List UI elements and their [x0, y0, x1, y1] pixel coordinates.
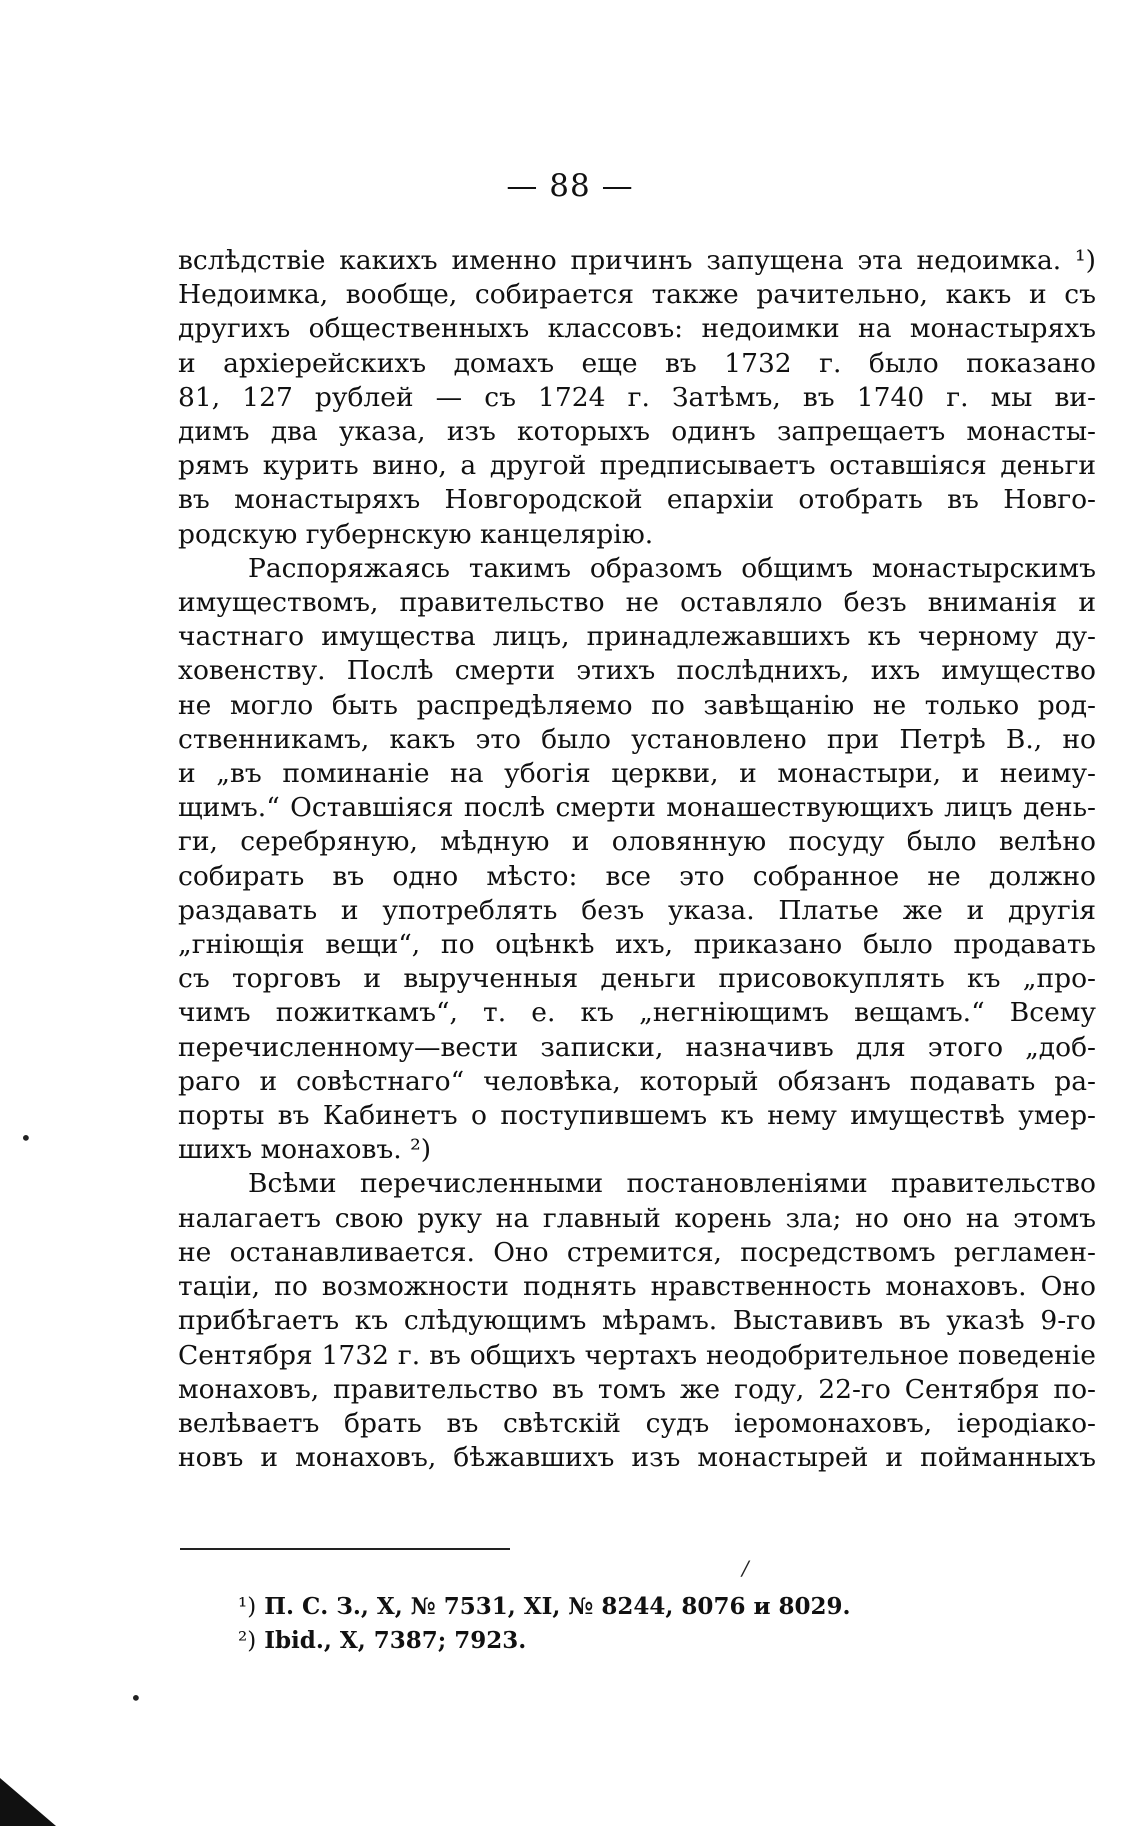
- text-line: „гніющія вещи“, по оцѣнкѣ ихъ, приказано было продавать: [178, 929, 1096, 961]
- text-line: таціи, по возможности поднять нравственность монаховъ. Оно: [178, 1271, 1096, 1303]
- footnote-divider: [180, 1548, 510, 1550]
- text-line: въ монастыряхъ Новгородской епархіи отобрать въ Новго-: [178, 484, 1096, 516]
- text-line: съ торговъ и вырученныя деньги присовокуплять къ „про-: [178, 963, 1096, 995]
- text-line: прибѣгаетъ къ слѣдующимъ мѣрамъ. Выставивъ въ указѣ 9-го: [178, 1305, 1096, 1337]
- text-line: велѣваетъ брать въ свѣтскій судъ іеромонаховъ, іеродіако-: [178, 1407, 1096, 1439]
- footnote-text: Ibid., X, 7387; 7923.: [264, 1627, 527, 1654]
- margin-bullet-mark: •: [20, 1126, 32, 1150]
- footnote-1: [238, 1590, 1058, 1624]
- body-text: [178, 244, 1096, 1475]
- text-line: другихъ общественныхъ классовъ: недоимки на монастыряхъ: [178, 313, 1096, 345]
- text-line: имуществомъ, правительство не оставляло безъ вниманія и: [178, 587, 1096, 619]
- page-number: — 88 —: [506, 168, 634, 204]
- text-line: 81, 127 рублей — съ 1724 г. Затѣмъ, въ 1740 г. мы ви-: [178, 381, 1096, 413]
- text-line: не останавливается. Оно стремится, посредствомъ регламен-: [178, 1236, 1096, 1268]
- text-line: частнаго имущества лицъ, принадлежавшихъ къ черному ду-: [178, 621, 1096, 653]
- text-line: шихъ монаховъ. ²): [178, 1134, 432, 1166]
- paragraph-start-line: Всѣми перечисленными постановленіями правительство: [248, 1168, 1096, 1200]
- text-line: Недоимка, вообще, собирается также рачительно, какъ и съ: [178, 279, 1096, 311]
- text-line: налагаетъ свою руку на главный корень зла; но оно на этомъ: [178, 1202, 1096, 1234]
- text-line: родскую губернскую канцелярію.: [178, 518, 654, 550]
- footnotes: [238, 1590, 1058, 1658]
- text-line: и архіерейскихъ домахъ еще въ 1732 г. было показано: [178, 347, 1096, 379]
- footnote-text: П. С. З., X, № 7531, XI, № 8244, 8076 и 8029.: [264, 1593, 851, 1620]
- text-line: рямъ курить вино, а другой предписываетъ оставшіяся деньги: [178, 450, 1096, 482]
- text-line: раздавать и употреблять безъ указа. Платье же и другія: [178, 894, 1096, 926]
- text-line: Сентября 1732 г. въ общихъ чертахъ неодобрительное поведеніе: [178, 1339, 1096, 1371]
- footnote-2: [238, 1624, 1058, 1658]
- text-line: монаховъ, правительство въ томъ же году, 22-го Сентября по-: [178, 1373, 1096, 1405]
- text-line: ственникамъ, какъ это было установлено при Петрѣ В., но: [178, 723, 1096, 755]
- text-line: чимъ пожиткамъ“, т. е. къ „негніющимъ вещамъ.“ Всему: [178, 997, 1096, 1029]
- text-line: щимъ.“ Оставшіяся послѣ смерти монашествующихъ лицъ день-: [178, 792, 1096, 824]
- footnote-mark: ²): [238, 1628, 257, 1654]
- text-line: собирать въ одно мѣсто: все это собранное не должно: [178, 860, 1096, 892]
- text-line: ги, серебряную, мѣдную и оловянную посуду было велѣно: [178, 826, 1096, 858]
- text-line: новъ и монаховъ, бѣжавшихъ изъ монастырей и пойманныхъ: [178, 1442, 1096, 1474]
- text-line: ховенству. Послѣ смерти этихъ послѣднихъ, ихъ имущество: [178, 655, 1096, 687]
- text-line: перечисленному—вести записки, назначивъ для этого „доб-: [178, 1031, 1096, 1063]
- page-corner-shadow: [0, 1778, 56, 1826]
- text-line: вслѣдствіе какихъ именно причинъ запущена эта недоимка. ¹): [178, 245, 1096, 276]
- stray-stroke-mark: /: [742, 1556, 749, 1580]
- text-line: димъ два указа, изъ которыхъ одинъ запрещаетъ монасты-: [178, 416, 1096, 448]
- footnote-mark: ¹): [238, 1594, 257, 1620]
- text-line: и „въ поминаніе на убогія церкви, и монастыри, и неиму-: [178, 758, 1096, 790]
- text-line: порты въ Кабинетъ о поступившемъ къ нему имуществѣ умер-: [178, 1100, 1096, 1132]
- text-line: раго и совѣстнаго“ человѣка, который обязанъ подавать ра-: [178, 1065, 1096, 1097]
- paragraph-start-line: Распоряжаясь такимъ образомъ общимъ монастырскимъ: [248, 552, 1096, 584]
- text-line: не могло быть распредѣляемо по завѣщанію не только род-: [178, 689, 1096, 721]
- margin-dot-mark: •: [130, 1686, 142, 1710]
